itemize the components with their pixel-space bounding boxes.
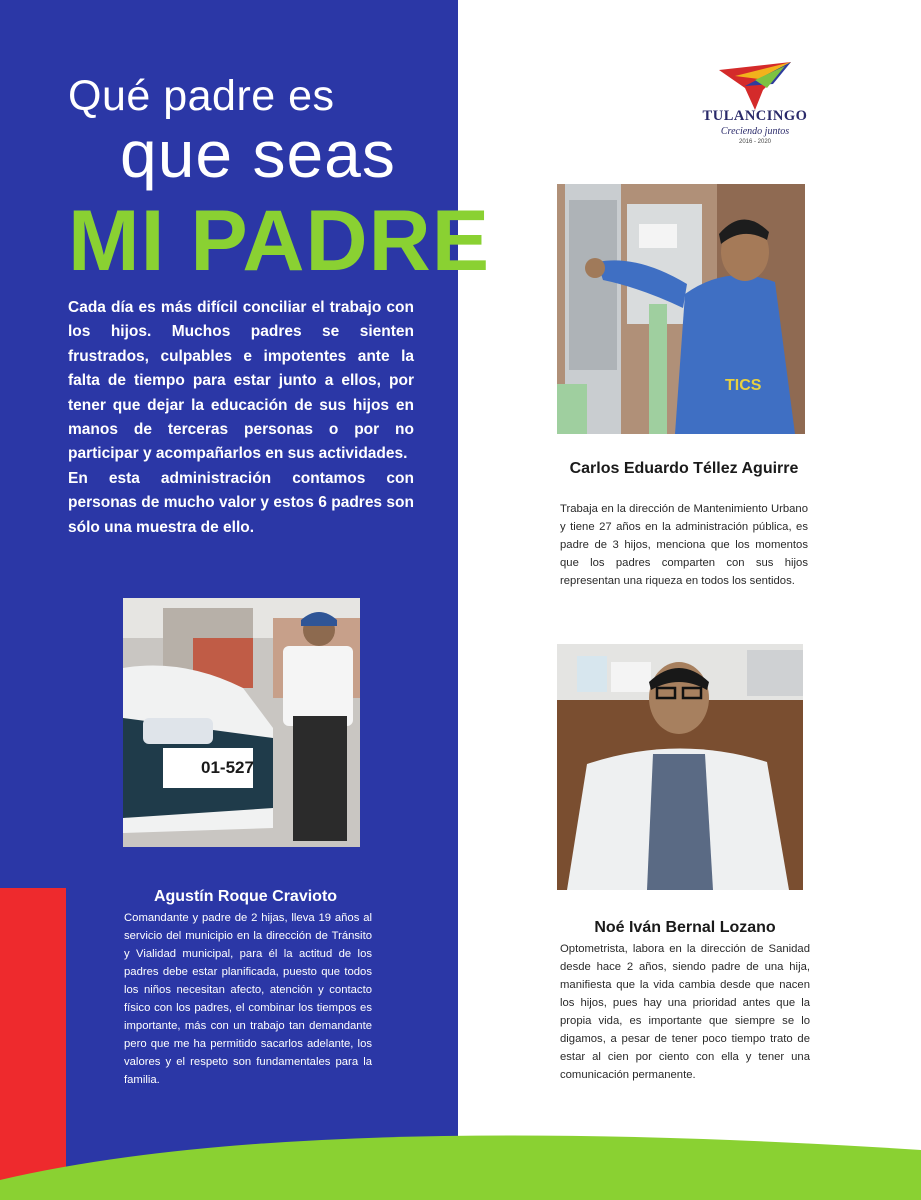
logo-name: TULANCINGO — [702, 108, 808, 124]
profile-name-carlos: Carlos Eduardo Téllez Aguirre — [569, 460, 799, 477]
photo-noe — [557, 644, 803, 890]
photo-carlos — [557, 184, 805, 434]
logo-emblem-icon — [715, 60, 795, 112]
intro-paragraph-2: En esta administración contamos con personas de mucho valor y estos 6 padres son sólo una muestra de ello. — [68, 469, 414, 536]
intro-paragraph-1: Cada día es más difícil conciliar el trabajo con los hijos. Muchos padres se sienten frustrados, culpables e impotentes ante la falta de tiempo para estar junto a ellos, por tener que dejar la educación de sus hijos en manos de terceras personas o por no participar y acompañarlos en sus actividades. — [68, 299, 414, 463]
photo-agustin — [123, 598, 360, 847]
tulancingo-logo — [690, 60, 820, 160]
title-line-2: que seas — [120, 117, 396, 191]
profile-name-agustin: Agustín Roque Cravioto — [153, 888, 338, 905]
logo-years: 2016 - 2020 — [738, 139, 772, 145]
green-wave-decoration — [0, 1120, 921, 1200]
intro-text — [68, 296, 414, 540]
profile-name-noe: Noé Iván Bernal Lozano — [594, 919, 776, 936]
logo-slogan: Creciendo juntos — [720, 126, 790, 137]
title-line-1: Qué padre es — [68, 72, 335, 120]
car-number: 01-527 — [201, 758, 254, 777]
profile-bio-agustin: Comandante y padre de 2 hijas, lleva 19 años al servicio del municipio en la dirección de Tránsito y Vialidad municipal, para él la actitud de los padres debe estar planificada, puesto que todos los niños necesitan afecto, atención y contacto físico con los padres, el combinar los tiempos es importante, más con un trabajo tan demandante pero que me ha permitido sacarlos adelante, los valores y el respeto son fundamentales para la familia. — [124, 912, 372, 1086]
svg-text:TICS: TICS — [725, 377, 762, 394]
profile-bio-noe: Optometrista, labora en la dirección de Sanidad desde hace 2 años, siendo padre de una hija, manifiesta que la vida cambia desde que nacen los hijos, pues hay una prioridad antes que la propia vida, es importante que siempre se lo digamos, a pesar de tener poco tiempo trato de estar al cien por ciento con ella y tener una comunicación permanente. — [560, 943, 810, 1081]
profile-bio-carlos: Trabaja en la dirección de Mantenimiento Urbano y tiene 27 años en la administración pública, es padre de 3 hijos, menciona que los momentos que los padres comparten con sus hijos representan una riqueza en todos los sentidos. — [560, 503, 808, 587]
title-line-3: MI PADRE — [68, 193, 491, 289]
